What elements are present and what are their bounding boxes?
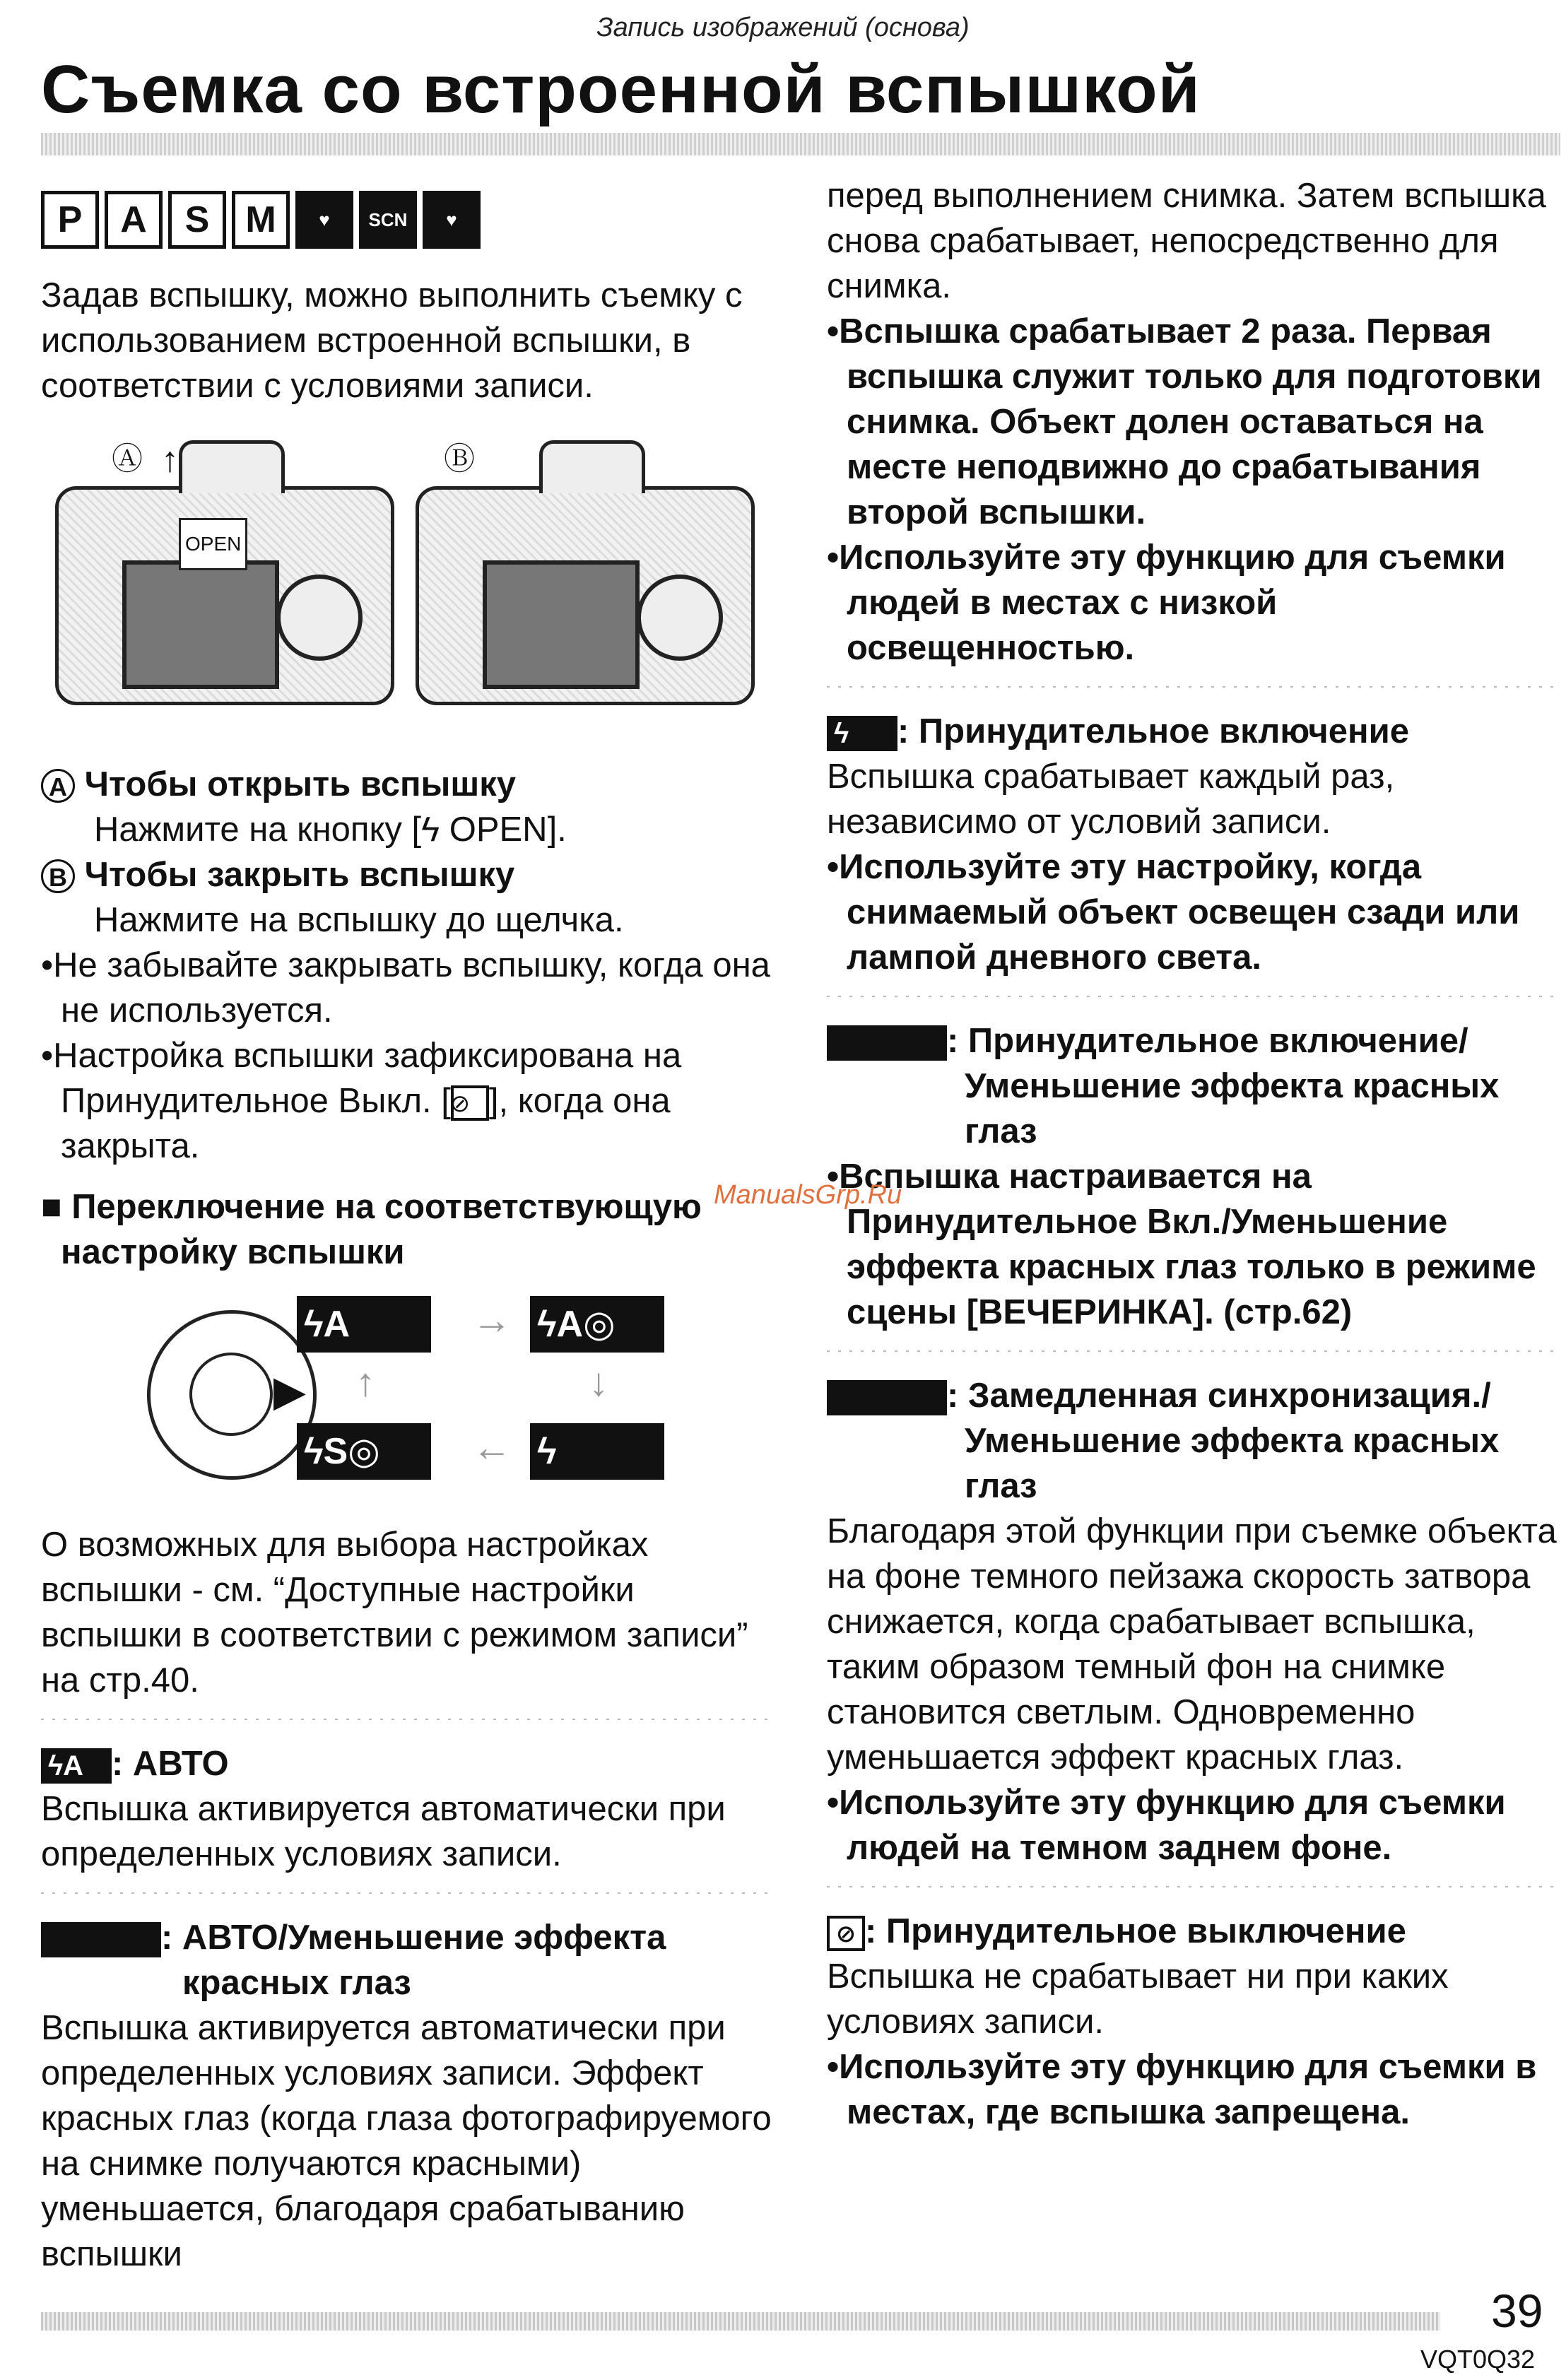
header-rule xyxy=(41,133,1560,155)
bullet-flash-fixed-post: ], когда она закрыта. xyxy=(61,1082,671,1165)
divider xyxy=(827,1886,1562,1887)
cursor-pad-icon xyxy=(147,1310,317,1480)
mode-scn-icon: SCN xyxy=(359,191,417,249)
divider xyxy=(827,686,1562,688)
forced-title: : Принудительное включение xyxy=(897,712,1409,750)
camera-label-a: Ⓐ xyxy=(112,442,143,476)
item-b-text: Нажмите на вспышку до щелчка. xyxy=(94,901,624,939)
slow-bullet: •Используйте эту функцию для съемки людей на темном заднем фоне. xyxy=(827,1784,1506,1867)
mode-a-icon: A xyxy=(105,191,163,249)
mode-p-icon: P xyxy=(41,191,99,249)
flash-unit-icon xyxy=(539,440,645,493)
arrow-down-icon: ↓ xyxy=(589,1360,608,1404)
section-subtitle: Запись изображений (основа) xyxy=(596,13,970,42)
autored-title: : АВТО/Уменьшение эффекта красных глаз xyxy=(161,1919,666,2002)
arrow-right-icon: → xyxy=(472,1297,512,1342)
cycle-badge-slow-redeye: ϟS◎ xyxy=(297,1423,431,1480)
choices-note: О возможных для выбора настройках вспышки - см. “Доступные настройки вспышки в соответствии с режимом записи” на стр.40. xyxy=(41,1526,748,1699)
forced-heading xyxy=(827,709,1562,754)
item-a-title xyxy=(41,762,776,807)
flash-off-icon: ⊘ xyxy=(451,1085,489,1121)
forced-text: Вспышка срабатывает каждый раз, независимо от условий записи. xyxy=(827,758,1395,841)
off-text: Вспышка не срабатывает ни при каких условиях записи. xyxy=(827,1957,1449,2041)
cursor-pad-center-icon xyxy=(189,1353,273,1436)
off-title: : Принудительное выключение xyxy=(865,1912,1406,1950)
divider xyxy=(827,1350,1562,1352)
autored-text: Вспышка активируется автоматически при определенных условиях записи. Эффект красных глаз (когда глаза фотографируемого на снимке получаются красными) уменьшается, благодаря срабатыванию вспышки xyxy=(41,2009,772,2273)
continued-bullet-1: •Вспышка срабатывает 2 раза. Первая вспышка служит только для подготовки снимка. Объект долен оставаться на месте неподвижно до срабатывания второй вспышки. xyxy=(827,312,1542,531)
page-title: Съемка со встроенной вспышкой xyxy=(41,52,1201,127)
auto-text: Вспышка активируется автоматически при определенных условиях записи. xyxy=(41,1790,726,1873)
mode-heart-icon: ♥ xyxy=(423,191,481,249)
flash-unit-icon xyxy=(179,440,285,493)
off-heading xyxy=(827,1909,1562,1954)
forced-bullet: •Используйте эту настройку, когда снимаемый объект освещен сзади или лампой дневного света. xyxy=(827,848,1520,977)
autored-heading xyxy=(41,1915,776,2005)
camera-illustrations xyxy=(41,437,776,734)
flash-auto-icon: ϟA xyxy=(41,1748,112,1784)
forcedred-bullet: •Вспышка настраивается на Принудительное Вкл./Уменьшение эффекта красных глаз только в режиме сцены [ВЕЧЕРИНКА]. (стр.62) xyxy=(827,1157,1536,1331)
arrow-left-icon: ← xyxy=(472,1425,512,1469)
flash-auto-redeye-icon xyxy=(41,1922,161,1957)
left-column xyxy=(41,191,776,2277)
slow-text: Благодаря этой функции при съемке объекта на фоне темного пейзажа скорость затвора снижается, когда срабатывает вспышка, таким образом темный фон на снимке становится светлым. Одновременно уменьшается эффект красных глаз. xyxy=(827,1512,1557,1777)
mode-icons xyxy=(41,191,776,249)
item-b-title-text: Чтобы закрыть вспышку xyxy=(84,856,515,894)
flash-forced-icon: ϟ xyxy=(827,716,897,751)
item-b-title xyxy=(41,852,776,897)
item-a-text: Нажмите на кнопку [ϟ OPEN]. xyxy=(94,811,567,849)
mode-s-icon: S xyxy=(168,191,226,249)
mode-macro-icon: ♥ xyxy=(295,191,353,249)
cycle-badge-forced: ϟ xyxy=(530,1423,664,1480)
bullet-flash-fixed-pre: •Настройка вспышки зафиксирована на Принудительное Выкл. [ xyxy=(41,1037,682,1120)
divider xyxy=(41,1892,776,1894)
page-number: 39 xyxy=(1491,2285,1543,2337)
bullet-flash-fixed xyxy=(41,1033,776,1169)
switch-heading: ■ Переключение на соответствующую настройку вспышки xyxy=(41,1188,702,1271)
flash-forced-redeye-icon: ϟ◎ xyxy=(827,1025,947,1061)
auto-heading xyxy=(41,1741,776,1786)
item-a-title-text: Чтобы открыть вспышку xyxy=(84,765,517,803)
flash-slow-redeye-icon: ϟS◎ xyxy=(827,1380,947,1415)
document-code: VQT0Q32 xyxy=(1420,2345,1536,2374)
slow-heading xyxy=(696,1373,1562,1509)
slow-title: : Замедленная синхронизация./ Уменьшение эффекта красных глаз xyxy=(947,1377,1500,1505)
forcedred-title: : Принудительное включение/ Уменьшение эффекта красных глаз xyxy=(947,1022,1500,1150)
flash-mode-cycle-diagram xyxy=(41,1289,776,1501)
camera-close-flash-illustration xyxy=(416,486,755,705)
divider xyxy=(41,1719,776,1720)
flash-off-icon: ⊘ xyxy=(827,1916,865,1951)
continued-text: перед выполнением снимка. Затем вспышка снова срабатывает, непосредственно для снимка. xyxy=(827,177,1546,305)
camera-label-b: Ⓑ xyxy=(444,442,475,476)
arrow-up-icon: ↑ xyxy=(355,1360,375,1404)
cycle-badge-auto-redeye: ϟA◎ xyxy=(530,1296,664,1353)
dial-icon xyxy=(276,575,363,661)
up-arrow-icon: ↑ xyxy=(161,440,179,479)
cycle-badge-auto: ϟA xyxy=(297,1296,431,1353)
circle-b-icon: B xyxy=(41,859,75,893)
bullet-close-flash: •Не забывайте закрывать вспышку, когда она не используется. xyxy=(41,946,770,1030)
watermark: ManualsGrp.Ru xyxy=(714,1180,902,1210)
mode-m-icon: M xyxy=(232,191,290,249)
forcedred-heading xyxy=(696,1018,1562,1154)
right-triangle-icon: ▶ xyxy=(273,1367,306,1415)
divider xyxy=(827,996,1562,997)
off-bullet: •Используйте эту функцию для съемки в местах, где вспышка запрещена. xyxy=(827,2048,1537,2131)
continued-bullet-2: •Используйте эту функцию для съемки людей в местах с низкой освещенностью. xyxy=(827,538,1506,667)
open-button-label: OPEN xyxy=(179,518,247,570)
footer-rule xyxy=(41,2312,1440,2331)
auto-title: : АВТО xyxy=(112,1745,229,1783)
lcd-screen-icon xyxy=(122,560,279,689)
lcd-screen-icon xyxy=(483,560,640,689)
intro-text: Задав вспышку, можно выполнить съемку с использованием встроенной вспышки, в соответствии с условиями записи. xyxy=(41,276,743,405)
dial-icon xyxy=(637,575,723,661)
camera-open-flash-illustration xyxy=(55,486,394,705)
circle-a-icon: A xyxy=(41,769,75,803)
